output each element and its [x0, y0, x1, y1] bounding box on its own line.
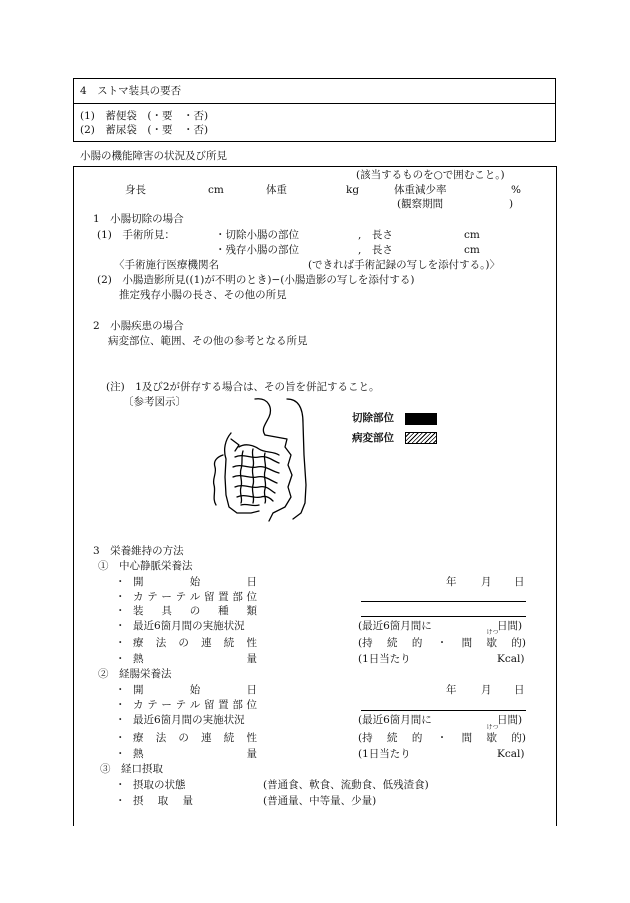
disease-section-title: 2 小腸疾患の場合 — [93, 320, 184, 332]
tpn-continuity-bullet: ・ — [115, 637, 126, 649]
coexist-note: (注) 1及び2が併存する場合は、その旨を併記すること。 — [106, 381, 380, 393]
tpn-recent-label: 最近6箇月間の実施状況 — [133, 620, 245, 632]
enteral-catheter-label: カ テ ー テ ル 留 置 部 位 — [133, 699, 257, 711]
dysfunction-title: 小腸の機能障害の状況及び所見 — [80, 150, 227, 162]
enteral-continuity-bullet: ・ — [115, 732, 126, 744]
tpn-continuity-label: 療 法 の 連 続 性 — [133, 637, 257, 649]
dysfunction-right-border — [556, 166, 557, 826]
tpn-start-label: 開 始 日 — [133, 576, 257, 588]
tpn-catheter-line — [361, 601, 526, 602]
tpn-heat-value: (1日当たり — [358, 653, 411, 665]
tpn-start-day: 日 — [514, 576, 525, 588]
hospital-record-note: (できれば手術記録の写しを添付する。)〉 — [308, 259, 500, 271]
tpn-title: ① 中心静脈栄養法 — [98, 560, 193, 572]
enteral-continuity-value: (持 続 的 ・ 間 けつ 歇 的) — [358, 724, 526, 744]
oral-amount-value: (普通量、中等量、少量) — [263, 795, 377, 807]
legend-resected-label: 切除部位 — [352, 412, 394, 424]
tpn-catheter-bullet: ・ — [115, 591, 126, 603]
enteral-title: ② 経腸栄養法 — [98, 668, 172, 680]
stool-bag-item: (1) 蓄便袋 (・要 ・否) — [80, 110, 209, 122]
oral-state-label: 摂取の状態 — [133, 779, 186, 791]
resected-length-label: , 長さ — [358, 229, 393, 241]
tpn-start-month: 月 — [481, 576, 492, 588]
weight-loss-unit: % — [511, 184, 521, 196]
enteral-heat-value: (1日当たり — [358, 748, 411, 760]
enteral-start-year: 年 — [446, 684, 457, 696]
nutrition-section-title: 3 栄養維持の方法 — [93, 545, 184, 557]
enteral-recent-bullet: ・ — [115, 714, 126, 726]
enteral-start-label: 開 始 日 — [133, 684, 257, 696]
weight-label: 体重 — [266, 184, 287, 196]
enteral-continuity-label: 療 法 の 連 続 性 — [133, 732, 257, 744]
enteral-heat-label: 熱 量 — [133, 748, 257, 760]
enteral-start-day: 日 — [514, 684, 525, 696]
tpn-recent-value: (最近6箇月間に — [358, 620, 432, 632]
hospital-name-label: 〈手術施行医療機関名 — [114, 259, 219, 271]
resected-length-unit: cm — [464, 229, 480, 241]
enteral-recent-label: 最近6箇月間の実施状況 — [133, 714, 245, 726]
enteral-recent-days: 日間) — [497, 714, 523, 726]
enteral-heat-bullet: ・ — [115, 748, 126, 760]
remaining-length-unit: cm — [464, 244, 480, 256]
stoma-section-divider — [73, 103, 556, 104]
dysfunction-left-border — [73, 166, 74, 826]
tpn-heat-unit: Kcal) — [497, 653, 525, 665]
small-intestine-diagram — [195, 395, 325, 530]
tpn-continuity-value: (持 続 的 ・ 間 けつ 歇 的) — [358, 629, 526, 649]
circle-note: (該当するものを○で囲むこと。) — [356, 169, 505, 181]
oral-amount-label: 摂 取 量 — [133, 795, 193, 807]
tpn-device-bullet: ・ — [115, 605, 126, 617]
estimated-length-label: 推定残存小腸の長さ、その他の所見 — [119, 289, 287, 301]
weight-loss-label: 体重減少率 — [394, 184, 447, 196]
weight-unit: kg — [346, 184, 360, 196]
enteral-catheter-line — [361, 710, 526, 711]
resection-section-title: 1 小腸切除の場合 — [93, 213, 184, 225]
enteral-recent-value: (最近6箇月間に — [358, 714, 432, 726]
remaining-site-label: ・残存小腸の部位 — [215, 244, 299, 256]
oral-state-bullet: ・ — [115, 779, 126, 791]
tpn-catheter-label: カ テ ー テ ル 留 置 部 位 — [133, 591, 257, 603]
enteral-catheter-bullet: ・ — [115, 699, 126, 711]
height-label: 身長 — [125, 184, 146, 196]
tpn-device-line — [361, 616, 526, 617]
legend-lesion-swatch — [405, 432, 437, 444]
tpn-start-year: 年 — [446, 576, 457, 588]
tpn-heat-bullet: ・ — [115, 653, 126, 665]
legend-resected-swatch — [405, 413, 437, 425]
lesion-findings-label: 病変部位、範囲、その他の参考となる所見 — [108, 335, 308, 347]
stoma-section-title: 4 ストマ装具の要否 — [80, 85, 182, 97]
enteral-start-month: 月 — [481, 684, 492, 696]
dysfunction-top-border — [73, 166, 556, 167]
oral-state-value: (普通食、軟食、流動食、低残渣食) — [263, 779, 429, 791]
legend-lesion-label: 病変部位 — [352, 432, 394, 444]
observation-period-close: ) — [509, 198, 514, 210]
tpn-recent-bullet: ・ — [115, 620, 126, 632]
resected-site-label: ・切除小腸の部位 — [215, 229, 299, 241]
reference-figure-label: 〔参考図示〕 — [123, 396, 186, 408]
height-unit: cm — [208, 184, 224, 196]
contrast-findings-label: (2) 小腸造影所見((1)が不明のとき)−(小腸造影の写しを添付する) — [97, 274, 415, 286]
enteral-heat-unit: Kcal) — [497, 748, 525, 760]
observation-period-open: (観察期間 — [397, 198, 444, 210]
tpn-heat-label: 熱 量 — [133, 653, 257, 665]
oral-amount-bullet: ・ — [115, 795, 126, 807]
oral-intake-title: ③ 経口摂取 — [100, 763, 163, 775]
surgical-findings-label: (1) 手術所見： — [97, 229, 175, 241]
tpn-start-bullet: ・ — [115, 576, 126, 588]
remaining-length-label: , 長さ — [358, 244, 393, 256]
urine-bag-item: (2) 蓄尿袋 (・要 ・否) — [80, 124, 209, 136]
enteral-start-bullet: ・ — [115, 684, 126, 696]
tpn-device-label: 装 具 の 種 類 — [133, 605, 257, 617]
tpn-recent-days: 日間) — [497, 620, 523, 632]
